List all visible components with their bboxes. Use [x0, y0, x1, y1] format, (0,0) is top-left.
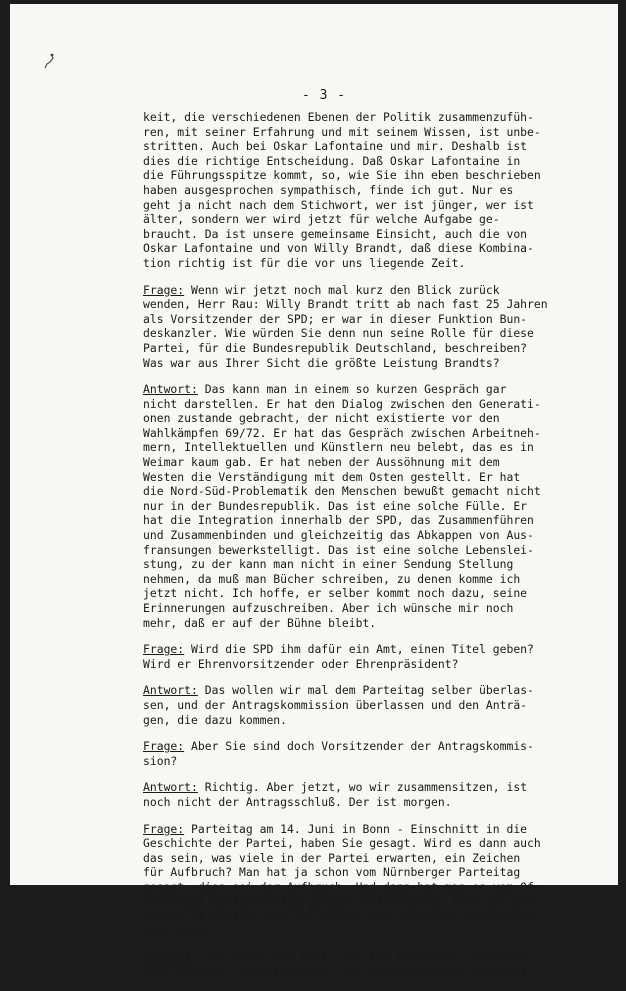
paragraph-4 [143, 642, 573, 671]
text-line: Was war aus Ihrer Sicht die größte Leistung Brandts? [143, 355, 500, 370]
paragraph-5 [143, 683, 573, 727]
text-line: fransungen bewerkstelligt. Das ist eine solche Lebenslei- [143, 542, 534, 557]
text-line: Das kann man in einem so kurzen Gespräch gar [197, 382, 507, 397]
speaker-label: Frage: [143, 642, 185, 657]
text-line: jetzt nicht. Ich hoffe, er selber kommt noch dazu, seine [143, 586, 528, 601]
text-line: sen, und der Antragskommission überlassen und den Anträ- [143, 697, 528, 712]
text-line: dies die richtige Entscheidung. Daß Oskar Lafontaine in [143, 153, 521, 168]
text-line: berg das war. Lediglich das, was in Nürnberg an Proviant [143, 964, 528, 979]
text-line: Wird er Ehrenvorsitzender oder Ehrenpräsident? [143, 656, 459, 671]
text-line: Wird die SPD ihm dafür ein Amt, einen Titel geben? [184, 642, 534, 657]
speaker-label: Frage: [143, 282, 185, 297]
text-line: tion richtig ist für die vor uns liegende Zeit. [143, 255, 466, 270]
text-line: sion? [143, 753, 178, 768]
text-line: hat die Integration innerhalb der SPD, das Zusammenführen [143, 513, 534, 528]
text-line: keit, die verschiedenen Ebenen der Politik zusammenzufüh- [143, 110, 534, 124]
speaker-label: Antwort: [143, 780, 198, 795]
paragraph-8 [143, 822, 573, 939]
speaker-label: Antwort: [143, 382, 198, 397]
text-line: als Vorsitzender der SPD; er war in dieser Funktion Bun- [143, 311, 528, 326]
text-line: Wahlkämpfen 69/72. Er hat das Gespräch zwischen Arbeitneh- [143, 425, 541, 440]
text-line: nehmen, da muß man Bücher schreiben, zu denen komme ich [143, 571, 521, 586]
text-line: die Führungsspitze kommt, so, wie Sie ihn eben beschrieben [143, 168, 541, 183]
text-line: ches wird. [143, 923, 212, 938]
text-line: Weimar kaum gab. Er hat neben der Aussöhnung mit dem [143, 455, 500, 470]
text-line: geht ja nicht nach dem Stichwort, wer ist jünger, wer ist [143, 197, 534, 212]
speaker-label: Antwort: [143, 950, 198, 965]
paragraph-1 [143, 110, 573, 271]
text-line: braucht. Da ist unsere gemeinsame Einsicht, auch die von [143, 226, 528, 241]
text-line: Das wollen wir mal dem Parteitag selber überlas- [197, 683, 534, 698]
paragraph-3 [143, 382, 573, 630]
text-line: haben ausgesprochen sympathisch, finde ich gut. Nur es [143, 182, 514, 197]
text-line: nicht darstellen. Er hat den Dialog zwischen den Generati- [143, 396, 541, 411]
speaker-label: Frage: [143, 739, 185, 754]
document-page [10, 4, 618, 979]
text-line: wenden, Herr Rau: Willy Brandt tritt ab nach fast 25 Jahren [143, 297, 548, 312]
text-line: deskanzler. Wie würden Sie denn nun seine Rolle für diese [143, 326, 534, 341]
paragraph-6 [143, 739, 573, 768]
text-line: Erinnerungen aufzuschreiben. Aber ich wünsche mir noch [143, 601, 514, 615]
text-line: Ich hoffe das auch. Ich bin überzeugt, daß Nürn- [197, 950, 534, 965]
text-line: fenburger Wahlparteitag gesagt. Jetzt hoffen alle auf den [143, 894, 534, 909]
text-line: älter, sondern wer wird jetzt für welche Aufgabe ge- [143, 212, 500, 227]
text-line: Bonner Parteitag, daß das wieder ein Parteitag des Aufbru- [143, 909, 541, 924]
speaker-label: Frage: [143, 821, 185, 836]
text-line: ren, mit seiner Erfahrung und mit seinem Wissen, ist unbe- [143, 124, 541, 139]
text-line: Aber Sie sind doch Vorsitzender der Antragskommis- [184, 739, 534, 754]
text-line: stung, zu der kann man nicht in einer Sendung Stellung [143, 557, 514, 572]
text-line: gen, die dazu kommen. [143, 712, 288, 727]
text-line: noch nicht der Antragsschluß. Der ist morgen. [143, 794, 452, 809]
paragraph-9 [143, 950, 573, 979]
text-line: Partei, für die Bundesrepublik Deutschland, beschreiben? [143, 340, 528, 355]
speaker-label: Antwort: [143, 683, 198, 698]
text-line: Richtig. Aber jetzt, wo wir zusammensitzen, ist [197, 780, 528, 795]
text-line: Parteitag am 14. Juni in Bonn - Einschnitt in die [184, 821, 528, 836]
text-line: für Aufbruch? Man hat ja schon vom Nürnberger Parteitag [143, 865, 521, 880]
text-line: Oskar Lafontaine und von Willy Brandt, daß diese Kombina- [143, 241, 534, 256]
text-line: Westen die Verständigung mit dem Osten gestellt. Er hat [143, 469, 521, 484]
text-line: Wenn wir jetzt noch mal kurz den Blick zurück [184, 282, 500, 297]
text-line: Geschichte der Partei, haben Sie gesagt. Wird es dann auch [143, 836, 541, 851]
text-line: mern, Intellektuellen und Künstlern neu belebt, das es in [143, 440, 534, 455]
paragraph-7 [143, 780, 573, 809]
text-line: stritten. Auch bei Oskar Lafontaine und mir. Deshalb ist [143, 139, 528, 154]
text-line: die Nord-Süd-Problematik den Menschen bewußt gemacht nicht [143, 484, 541, 499]
document-body [143, 110, 573, 991]
text-line: und Zusammenbinden und gleichzeitig das Abkappen von Aus- [143, 528, 534, 543]
text-line: mehr, daß er auf der Bühne bleibt. [143, 615, 377, 630]
page-number: - 3 - [302, 88, 347, 103]
text-line: gesagt, dies sei der Aufbruch. Und dann hat man es vom Of- [143, 879, 541, 894]
text-line: das sein, was viele in der Partei erwarten, ein Zeichen [143, 850, 521, 865]
scan-speck-mark [42, 52, 56, 70]
text-line: nur in der Bundesrepublik. Das ist eine solche Fülle. Er [143, 498, 528, 513]
text-line: onen zustande gebracht, der nicht existierte vor den [143, 411, 500, 426]
paragraph-2 [143, 283, 573, 371]
